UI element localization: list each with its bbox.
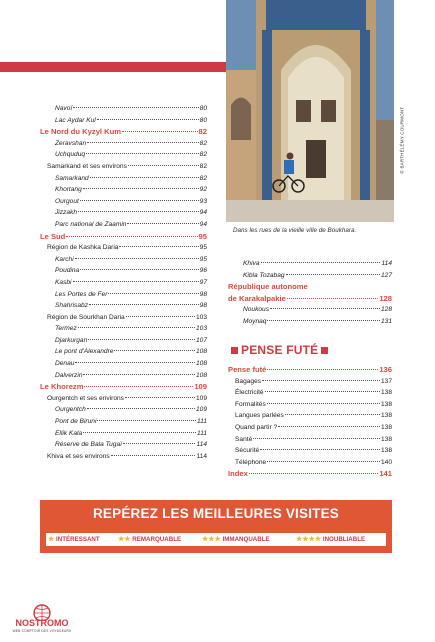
legend-item: ★ INTÉRESSANT (48, 536, 100, 543)
toc-entry-page: 95 (199, 255, 207, 263)
toc-entry-title: Le Khorezm (40, 382, 84, 392)
toc-leader-dots (73, 107, 198, 108)
toc-leader-dots (253, 438, 380, 439)
toc-entry-title: Région de Sourkhan Daria (47, 313, 125, 321)
toc-entry-title: Uchquduq (55, 151, 86, 159)
toc-entry-page: 92 (199, 186, 207, 194)
toc-pense-fute (228, 364, 392, 480)
toc-entry (40, 451, 207, 463)
nostromo-logo: NOSTROMO WEB COMPTOIR DES VOYAGEURS (4, 601, 80, 639)
toc-leader-dots (86, 153, 199, 154)
toc-entry-page: 138 (380, 412, 392, 420)
toc-right-column (228, 258, 392, 328)
toc-leader-dots (97, 420, 196, 421)
toc-entry (40, 439, 207, 451)
toc-entry-page: 97 (199, 278, 207, 286)
banner-title: REPÉREZ LES MEILLEURES VISITES (92, 506, 340, 521)
toc-entry (40, 254, 207, 266)
toc-leader-dots (123, 443, 196, 444)
toc-entry-title: Santé (235, 435, 253, 443)
toc-entry-page: 127 (380, 271, 392, 279)
toc-leader-dots (270, 308, 380, 309)
legend-item: ★★ REMARQUABLE (118, 536, 182, 543)
toc-entry-title: Ellik Kala (55, 429, 83, 437)
toc-entry-page: 108 (195, 371, 207, 379)
toc-leader-dots (267, 320, 380, 321)
legend-item: ★★★ IMMANQUABLE (202, 536, 270, 543)
toc-entry-page: 95 (199, 244, 207, 252)
toc-entry-page: 137 (380, 377, 392, 385)
toc-leader-dots (108, 293, 198, 294)
toc-leader-dots (286, 274, 380, 275)
toc-entry-title: Noukous (243, 306, 270, 314)
toc-entry (228, 468, 392, 480)
toc-leader-dots (126, 316, 195, 317)
toc-entry-page: 138 (380, 389, 392, 397)
toc-entry-page: 95 (198, 231, 207, 241)
toc-leader-dots (87, 142, 199, 143)
toc-leader-dots (97, 119, 199, 120)
toc-entry (40, 242, 207, 254)
header-red-bar (0, 62, 226, 72)
toc-entry-page: 108 (195, 348, 207, 356)
toc-entry-title: Pont de Biruni (55, 418, 97, 426)
toc-entry-page: 94 (199, 209, 207, 217)
toc-entry-title: Zeravshan (55, 139, 87, 147)
toc-entry-page: 138 (380, 400, 392, 408)
toc-entry (40, 231, 207, 243)
toc-entry (40, 370, 207, 382)
visits-banner (40, 500, 392, 553)
toc-leader-dots (83, 432, 196, 433)
toc-entry (40, 265, 207, 277)
toc-entry-title: Moynaq (243, 317, 267, 325)
toc-entry (228, 387, 392, 399)
toc-entry (228, 376, 392, 388)
toc-entry (228, 364, 392, 376)
square-bullet-icon (321, 347, 328, 354)
toc-entry-page: 138 (380, 423, 392, 431)
toc-entry-title: Dalverzin (55, 371, 83, 379)
star-icon: ★ (48, 536, 55, 543)
toc-entry (40, 138, 207, 150)
toc-entry-title: Les Portes de Fer (55, 290, 108, 298)
toc-entry (40, 381, 207, 393)
bukhara-photo (226, 0, 394, 222)
toc-entry-page: 80 (199, 105, 207, 112)
toc-leader-dots (262, 380, 380, 381)
toc-entry-title: Khiva et ses environs (47, 452, 110, 460)
photo-credit: © BARTHÉLÉMY COURMONT (399, 106, 405, 174)
toc-entry (228, 281, 392, 293)
toc-leader-dots (80, 200, 199, 201)
star-icon: ★★ (118, 536, 131, 543)
toc-leader-dots (75, 362, 195, 363)
star-icon: ★★★★ (296, 536, 322, 543)
toc-entry (228, 457, 392, 469)
toc-leader-dots (83, 374, 195, 375)
toc-entry (40, 300, 207, 312)
toc-entry (40, 358, 207, 370)
toc-entry-title: Poudina (55, 267, 80, 275)
pense-fute-heading: PENSE FUTÉ (228, 343, 331, 357)
toc-entry-title: Jizzakh (55, 209, 77, 217)
toc-entry-page: 136 (379, 365, 392, 374)
toc-entry-title: Samarkand et ses environs (47, 162, 127, 170)
toc-entry-title: Langues parlées (235, 412, 284, 420)
toc-entry (40, 103, 207, 115)
toc-entry-page: 103 (195, 313, 207, 321)
toc-entry-page: 140 (380, 458, 392, 466)
toc-leader-dots (127, 223, 198, 224)
toc-entry (40, 149, 207, 161)
toc-entry-page: 82 (199, 174, 207, 182)
toc-entry-page: 128 (379, 293, 392, 303)
toc-leader-dots (285, 414, 380, 415)
toc-entry-page: 111 (196, 429, 207, 437)
toc-leader-dots (88, 339, 195, 340)
toc-entry (40, 207, 207, 219)
toc-entry-page: 94 (199, 220, 207, 228)
toc-entry-page: 114 (381, 260, 392, 267)
toc-entry-title: Le pont d'Alexandre (55, 348, 114, 356)
toc-entry (40, 393, 207, 405)
toc-leader-dots (78, 211, 199, 212)
toc-entry-title: Quand partir ? (235, 423, 278, 431)
toc-entry-page: 80 (199, 116, 207, 124)
toc-entry-title: Ourgout (55, 197, 79, 205)
toc-leader-dots (249, 473, 378, 474)
toc-entry-page: 107 (195, 336, 207, 344)
toc-leader-dots (66, 236, 197, 237)
toc-entry-page: 109 (195, 394, 207, 402)
toc-entry-title: Lac Aydar Kul (55, 116, 96, 124)
toc-leader-dots (267, 369, 378, 370)
photo-caption: Dans les rues de la vieille ville de Boukhara. (233, 227, 357, 234)
toc-leader-dots (278, 426, 380, 427)
toc-leader-dots (119, 246, 198, 247)
toc-entry-title: Index (228, 469, 248, 479)
toc-leader-dots (83, 188, 199, 189)
toc-entry (40, 289, 207, 301)
toc-entry (40, 219, 207, 231)
toc-entry-page: 109 (195, 406, 207, 414)
toc-entry-title: Kibla Tozabag (243, 271, 285, 279)
toc-entry-title: Sécurité (235, 447, 260, 455)
square-bullet-icon (231, 347, 238, 354)
toc-entry-title: Khiva (243, 260, 260, 267)
toc-leader-dots (78, 327, 195, 328)
toc-leader-dots (128, 165, 199, 166)
toc-entry-title: Téléphone (235, 458, 267, 466)
toc-entry-title: Khortang (55, 186, 82, 194)
toc-entry (40, 346, 207, 358)
toc-entry (228, 422, 392, 434)
toc-entry-title: Pense futé (228, 365, 267, 374)
toc-entry (40, 428, 207, 440)
toc-entry-title: Karchi (55, 255, 74, 263)
toc-entry-page: 98 (199, 302, 207, 310)
toc-entry (40, 323, 207, 335)
toc-entry-title: Shahrisabz (55, 302, 88, 310)
toc-leader-dots (87, 408, 195, 409)
toc-leader-dots (111, 455, 196, 456)
toc-leader-dots (287, 298, 378, 299)
toc-entry (228, 270, 392, 282)
toc-entry (40, 312, 207, 324)
toc-entry (40, 161, 207, 173)
toc-entry (228, 410, 392, 422)
toc-entry (228, 304, 392, 316)
toc-entry-page: 114 (196, 452, 207, 460)
toc-entry-title: Samarkand (55, 174, 89, 182)
toc-entry-title: Djarkurgan (55, 336, 88, 344)
toc-entry-title: Denau (55, 360, 75, 368)
toc-entry-page: 108 (195, 360, 207, 368)
toc-entry (228, 258, 392, 270)
toc-leader-dots (114, 350, 195, 351)
toc-leader-dots (267, 461, 380, 462)
toc-entry-page: 98 (199, 290, 207, 298)
toc-entry-page: 111 (196, 418, 207, 426)
toc-leader-dots (267, 403, 380, 404)
toc-entry-title: Parc national de Zaamin (55, 220, 127, 228)
star-icon: ★★★ (202, 536, 221, 543)
toc-leader-dots (84, 386, 193, 387)
toc-left-column (40, 103, 207, 462)
toc-entry (228, 399, 392, 411)
toc-entry-title: Le Sud (40, 231, 66, 241)
toc-entry (40, 126, 207, 138)
toc-entry (228, 293, 392, 305)
toc-entry-page: 82 (198, 127, 207, 137)
toc-leader-dots (75, 258, 199, 259)
toc-leader-dots (73, 281, 199, 282)
toc-leader-dots (125, 397, 195, 398)
toc-entry (228, 434, 392, 446)
toc-leader-dots (260, 449, 380, 450)
toc-entry-page: 82 (199, 151, 207, 159)
toc-entry-title: République autonome (228, 282, 308, 292)
toc-entry-page: 82 (199, 162, 207, 170)
toc-entry-page: 114 (196, 441, 207, 449)
toc-entry (40, 277, 207, 289)
toc-entry-page: 131 (380, 317, 392, 325)
toc-leader-dots (122, 131, 198, 132)
toc-entry-page: 109 (194, 382, 207, 392)
toc-entry (40, 404, 207, 416)
toc-entry-title: Région de Kashka Daria (47, 244, 119, 252)
toc-entry (228, 445, 392, 457)
toc-entry-title: Formalités (235, 400, 266, 408)
toc-entry-title: Bagages (235, 377, 262, 385)
toc-leader-dots (90, 177, 199, 178)
toc-entry (40, 184, 207, 196)
toc-entry-title: de Karakalpakie (228, 293, 286, 303)
toc-entry-page: 138 (380, 435, 392, 443)
toc-entry-title: Réserve de Bala Tugaï (55, 441, 122, 449)
toc-entry-title: Ourgentch et ses environs (47, 394, 124, 402)
toc-entry-title: Électricité (235, 389, 264, 397)
toc-entry-page: 103 (195, 325, 207, 333)
toc-entry-page: 93 (199, 197, 207, 205)
toc-leader-dots (261, 262, 381, 263)
toc-entry-page: 82 (199, 139, 207, 147)
toc-entry-page: 96 (199, 267, 207, 275)
toc-entry (228, 316, 392, 328)
toc-entry (40, 335, 207, 347)
toc-entry-page: 141 (379, 469, 392, 479)
toc-entry (40, 196, 207, 208)
toc-entry (40, 173, 207, 185)
toc-leader-dots (89, 304, 199, 305)
toc-entry-page: 138 (380, 447, 392, 455)
toc-leader-dots (265, 391, 380, 392)
toc-entry-page: 128 (380, 306, 392, 314)
toc-entry-title: Termez (55, 325, 77, 333)
toc-leader-dots (80, 269, 198, 270)
toc-entry-title: Ourgentch (55, 406, 86, 414)
toc-entry-title: Navoï (55, 105, 73, 112)
legend-item: ★★★★ INOUBLIABLE (296, 536, 366, 543)
toc-entry (40, 416, 207, 428)
toc-entry-title: Le Nord du Kyzyl Kum (40, 127, 122, 137)
toc-entry (40, 115, 207, 127)
toc-entry-title: Kasbi (55, 278, 72, 286)
banner-legend (46, 533, 386, 546)
